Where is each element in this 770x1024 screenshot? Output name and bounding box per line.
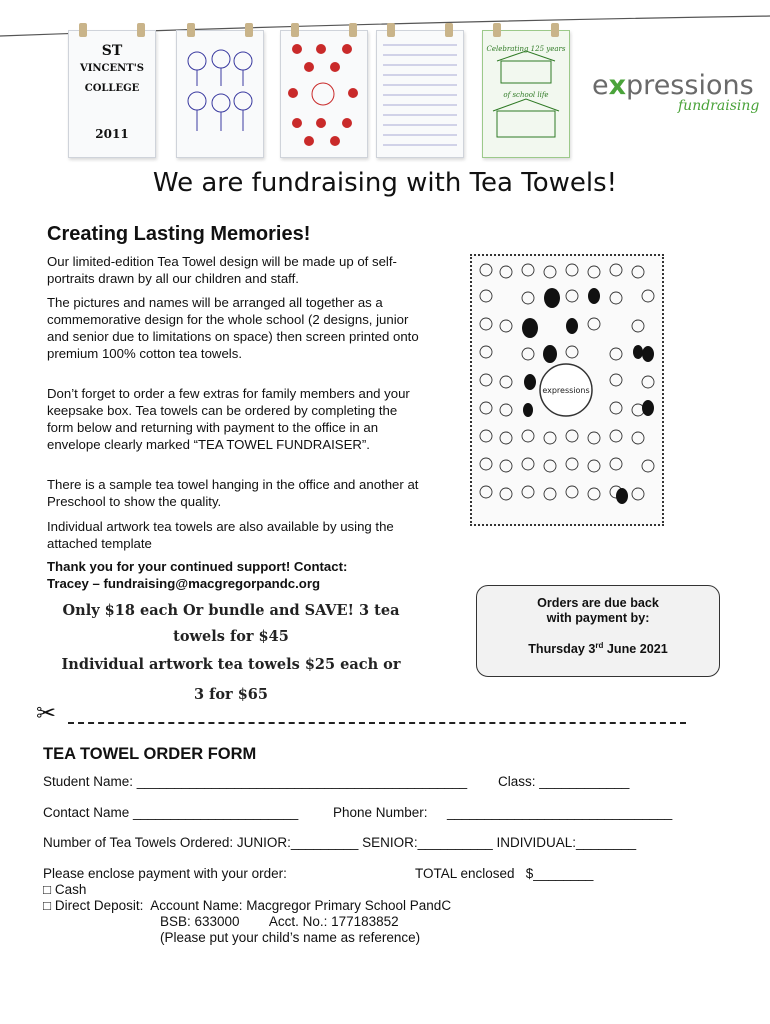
- expressions-logo: [592, 70, 762, 120]
- class-field[interactable]: Class: ____________: [498, 774, 630, 789]
- total-enclosed-field[interactable]: TOTAL enclosed $________: [415, 866, 594, 881]
- section-heading: Creating Lasting Memories!: [47, 223, 311, 245]
- due-date: Thursday 3rd June 2021: [528, 640, 668, 656]
- bank-details: BSB: 633000 Acct. No.: 177183852: [160, 914, 399, 929]
- towel1-text-1: ST: [101, 43, 123, 59]
- reference-note: (Please put your child’s name as reference): [160, 930, 421, 945]
- due-box-line-1: Orders are due back: [537, 596, 659, 610]
- offer-line-2: towels for $45: [173, 628, 289, 645]
- contact-name-field[interactable]: Contact Name ______________________: [43, 805, 299, 820]
- scissors-icon: ✂: [36, 700, 57, 727]
- contact-email-line: Tracey – fundraising@macgregorpandc.org: [47, 576, 321, 591]
- contact-thanks: [47, 558, 437, 592]
- thanks-line: Thank you for your continued support! Contact:: [47, 559, 348, 574]
- intro-paragraph-1: Our limited-edition Tea Towel design will be made up of self-portraits drawn by all our children and staff.: [47, 254, 397, 286]
- offer-line-3: Individual artwork tea towels $25 each or: [61, 656, 401, 673]
- price-offer-1: [47, 598, 415, 650]
- sample-tea-towel-image: [470, 254, 664, 526]
- payment-label: Please enclose payment with your order:: [43, 866, 287, 881]
- logo-brand: expressions: [592, 70, 754, 101]
- page-title: We are fundraising with Tea Towels!: [152, 168, 618, 198]
- towel2-portraits: [177, 31, 263, 157]
- towel1-text-3: COLLEGE: [84, 83, 140, 94]
- tea-towel-4: [376, 30, 464, 158]
- cut-line: [68, 722, 686, 724]
- towel4-pattern: [377, 31, 463, 157]
- direct-deposit-checkbox[interactable]: □ Direct Deposit: Account Name: Macgregor Primary School PandC: [43, 898, 452, 913]
- logo-subtitle: fundraising: [678, 98, 760, 114]
- offer-line-1: Only $18 each Or bundle and SAVE! 3 tea: [62, 602, 400, 619]
- towel3-handprints: [281, 31, 367, 157]
- due-box-line-2: with payment by:: [546, 611, 650, 625]
- orders-due-box: [476, 585, 720, 677]
- intro-paragraph-5: Individual artwork tea towels are also available by using the attached template: [47, 519, 394, 551]
- sample-medal-text: expressions: [542, 386, 590, 395]
- phone-number-field[interactable]: ______________________________: [447, 805, 673, 820]
- tea-towel-5: [482, 30, 570, 158]
- intro-paragraph-4: There is a sample tea towel hanging in the office and another at Preschool to show the quality.: [47, 477, 419, 509]
- phone-number-label: Phone Number:: [333, 805, 428, 820]
- towel5-school-drawing: [483, 31, 569, 157]
- towel5-text-2: of school life: [503, 91, 549, 99]
- intro-paragraph-3: Don’t forget to order a few extras for family members and your keepsake box. Tea towels can be ordered by completing the form below and returning with payment to the office in an envelope clearly marked “TEA TOWEL FUNDRAISER”.: [47, 386, 410, 452]
- tea-towel-3: [280, 30, 368, 158]
- price-offer-2: [47, 650, 415, 710]
- student-name-field[interactable]: Student Name: ____________________________________________: [43, 774, 468, 789]
- sample-portraits: [472, 256, 662, 524]
- intro-paragraph-2: The pictures and names will be arranged all together as a commemorative design for the whole school (2 designs, junior and senior due to limitations on space) then screen printed onto premium 100% cotton tea towels.: [47, 295, 419, 361]
- tea-towel-1: [68, 30, 156, 158]
- towel5-text-1: Celebrating 125 years: [486, 45, 566, 53]
- towel1-text-4: 2011: [95, 127, 129, 141]
- offer-line-4: 3 for $65: [193, 686, 268, 703]
- tea-towel-2: [176, 30, 264, 158]
- towel1-text-2: VINCENT'S: [79, 63, 145, 74]
- order-form-title: TEA TOWEL ORDER FORM: [43, 745, 257, 763]
- towels-ordered-field[interactable]: Number of Tea Towels Ordered: JUNIOR:_________ SENIOR:__________ INDIVIDUAL:________: [43, 835, 637, 850]
- cash-checkbox[interactable]: □ Cash: [43, 882, 87, 897]
